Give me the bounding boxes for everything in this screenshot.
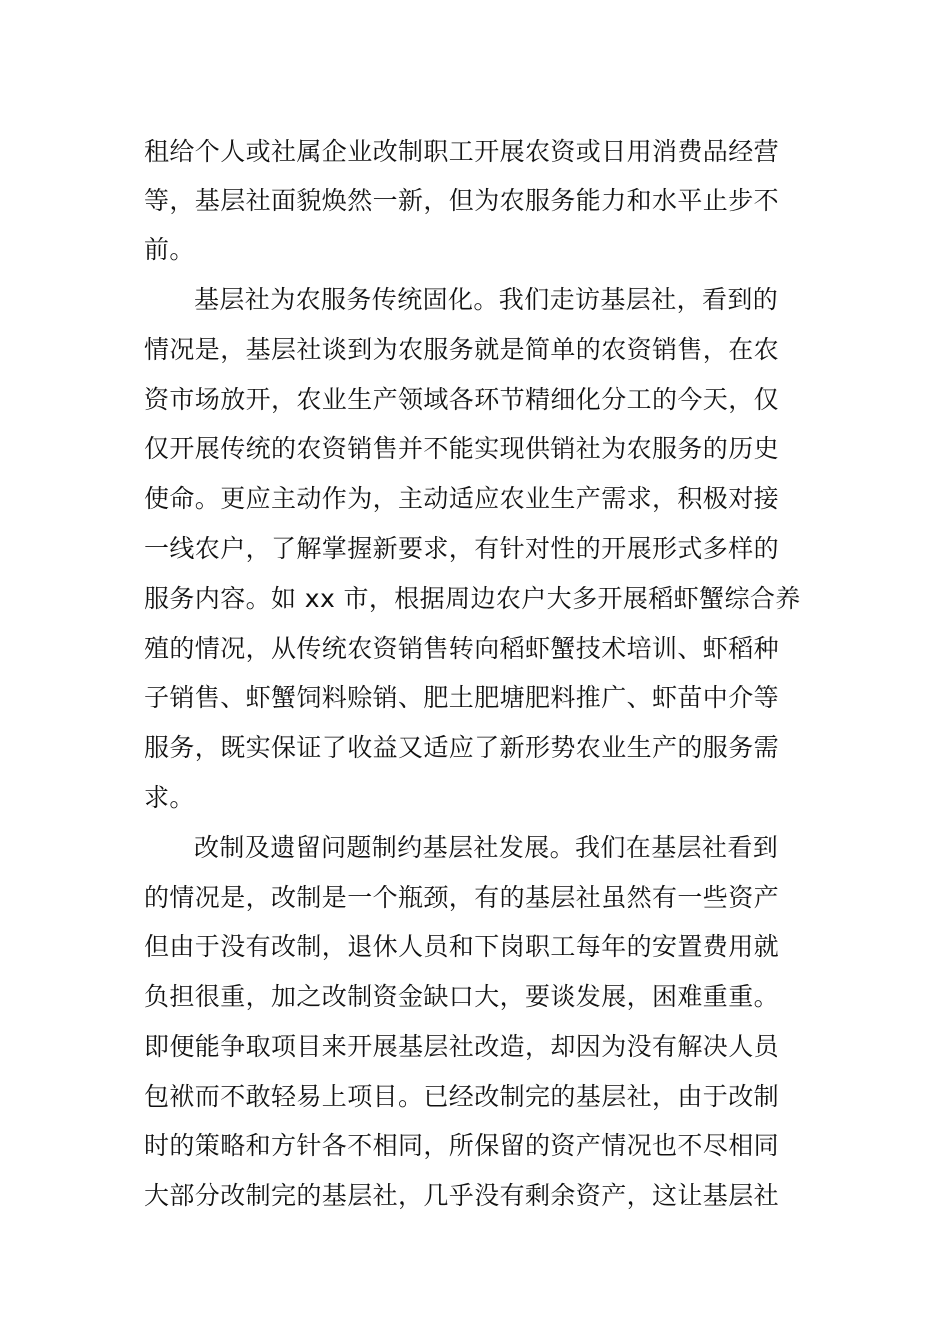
text-line: 租给个人或社属企业改制职工开展农资或日用消费品经营	[144, 137, 780, 166]
paragraph-start-line: 基层社为农服务传统固化。我们走访基层社，看到的	[194, 285, 779, 314]
text-line: 仅开展传统的农资销售并不能实现供销社为农服务的历史	[144, 434, 780, 463]
text-line: 使命。更应主动作为，主动适应农业生产需求，积极对接	[144, 484, 780, 513]
text-line: 一线农户，了解掌握新要求，有针对性的开展形式多样的	[144, 534, 780, 563]
text-line: 服务，既实保证了收益又适应了新形势农业生产的服务需	[144, 733, 780, 762]
text-line: 时的策略和方针各不相同，所保留的资产情况也不尽相同	[144, 1131, 780, 1160]
text-line: 等，基层社面貌焕然一新，但为农服务能力和水平止步不	[144, 186, 780, 215]
text-line: 子销售、虾蟹饲料赊销、肥土肥塘肥料推广、虾苗中介等	[144, 683, 780, 712]
text-line: 殖的情况，从传统农资销售转向稻虾蟹技术培训、虾稻种	[144, 634, 780, 663]
text-line: 求。	[144, 783, 195, 812]
text-line: 资市场放开，农业生产领域各环节精细化分工的今天，仅	[144, 385, 780, 414]
paragraph-start-line: 改制及遗留问题制约基层社发展。我们在基层社看到	[194, 833, 779, 862]
text-line: 负担很重，加之改制资金缺口大，要谈发展，困难重重。	[144, 982, 780, 1011]
text-line: 服务内容。如 xx 市，根据周边农户大多开展稻虾蟹综合养	[144, 584, 801, 613]
text-line: 即便能争取项目来开展基层社改造，却因为没有解决人员	[144, 1032, 780, 1061]
text-line: 前。	[144, 235, 195, 264]
text-line: 情况是，基层社谈到为农服务就是简单的农资销售，在农	[144, 335, 780, 364]
text-line: 大部分改制完的基层社，几乎没有剩余资产，这让基层社	[144, 1181, 780, 1210]
text-line: 的情况是，改制是一个瓶颈，有的基层社虽然有一些资产	[144, 883, 780, 912]
text-line: 包袱而不敢轻易上项目。已经改制完的基层社，由于改制	[144, 1082, 780, 1111]
text-line: 但由于没有改制，退休人员和下岗职工每年的安置费用就	[144, 932, 780, 961]
